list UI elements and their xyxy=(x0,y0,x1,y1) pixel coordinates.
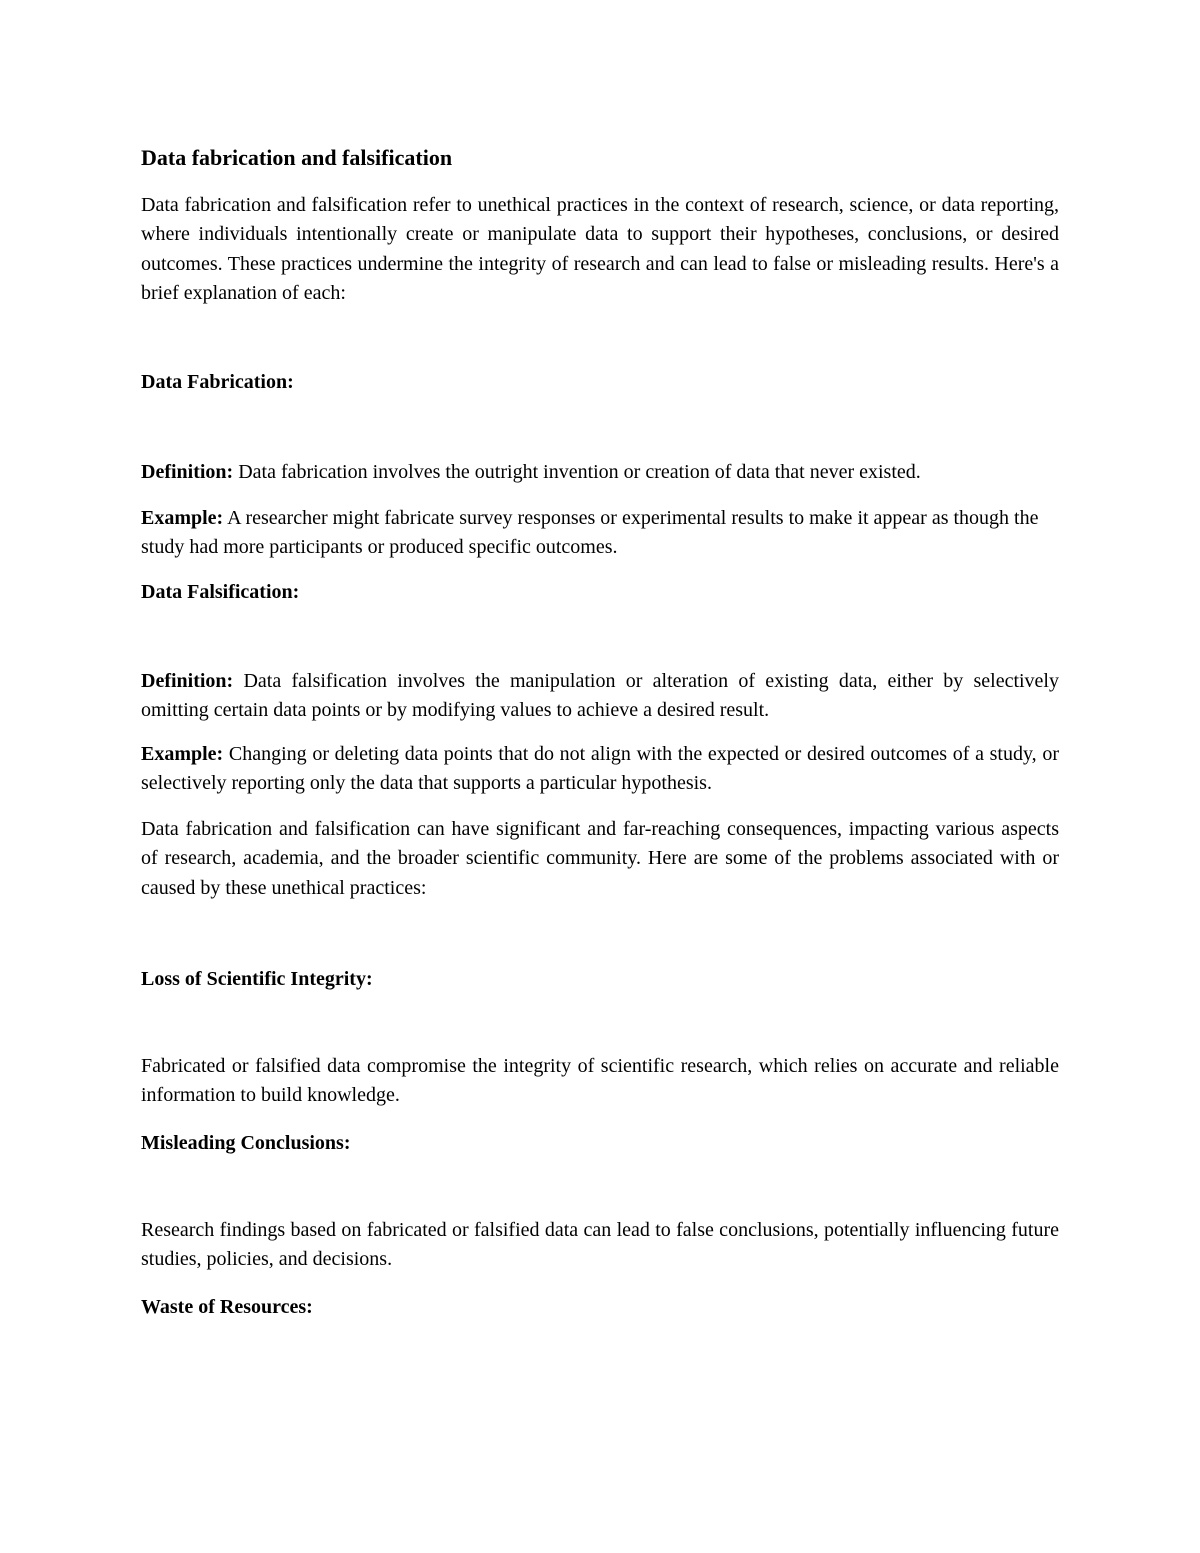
integrity-heading: Loss of Scientific Integrity: xyxy=(141,968,373,990)
fabrication-heading: Data Fabrication: xyxy=(141,371,294,393)
definition-text: Data falsification involves the manipulation or alteration of existing data, either by selectively omitting certain data points or by modifying values to achieve a desired result. xyxy=(141,670,1059,722)
example-label: Example: xyxy=(141,507,224,529)
misleading-heading: Misleading Conclusions: xyxy=(141,1132,351,1154)
waste-heading: Waste of Resources: xyxy=(141,1296,313,1318)
misleading-paragraph: Research findings based on fabricated or falsified data can lead to false conclusions, potentially influencing future studies, policies, and decisions. xyxy=(141,1219,1059,1271)
consequences-paragraph: Data fabrication and falsification can have significant and far-reaching consequences, impacting various aspects of research, academia, and the broader scientific community. Here are some of the problems associated with or caused by these unethical practices: xyxy=(141,818,1059,899)
falsification-definition xyxy=(141,667,1059,726)
document-title: Data fabrication and falsification xyxy=(141,145,453,170)
falsification-example xyxy=(141,740,1059,799)
example-label: Example: xyxy=(141,743,224,765)
definition-text: Data fabrication involves the outright invention or creation of data that never existed. xyxy=(233,461,921,483)
falsification-heading: Data Falsification: xyxy=(141,581,300,603)
intro-paragraph: Data fabrication and falsification refer to unethical practices in the context of research, science, or data reporting, where individuals intentionally create or manipulate data to support their hypotheses, conclusions, or desired outcomes. These practices undermine the integrity of research and can lead to false or misleading results. Here's a brief explanation of each: xyxy=(141,194,1059,304)
definition-label: Definition: xyxy=(141,461,234,483)
example-text: A researcher might fabricate survey responses or experimental results to make it appear as though the study had more participants or produced specific outcomes. xyxy=(141,507,1039,559)
fabrication-example xyxy=(141,504,1059,563)
definition-label: Definition: xyxy=(141,670,234,692)
fabrication-definition xyxy=(141,458,1059,487)
example-text: Changing or deleting data points that do not align with the expected or desired outcomes of a study, or selectively reporting only the data that supports a particular hypothesis. xyxy=(141,743,1059,795)
integrity-paragraph: Fabricated or falsified data compromise the integrity of scientific research, which relies on accurate and reliable information to build knowledge. xyxy=(141,1055,1059,1107)
